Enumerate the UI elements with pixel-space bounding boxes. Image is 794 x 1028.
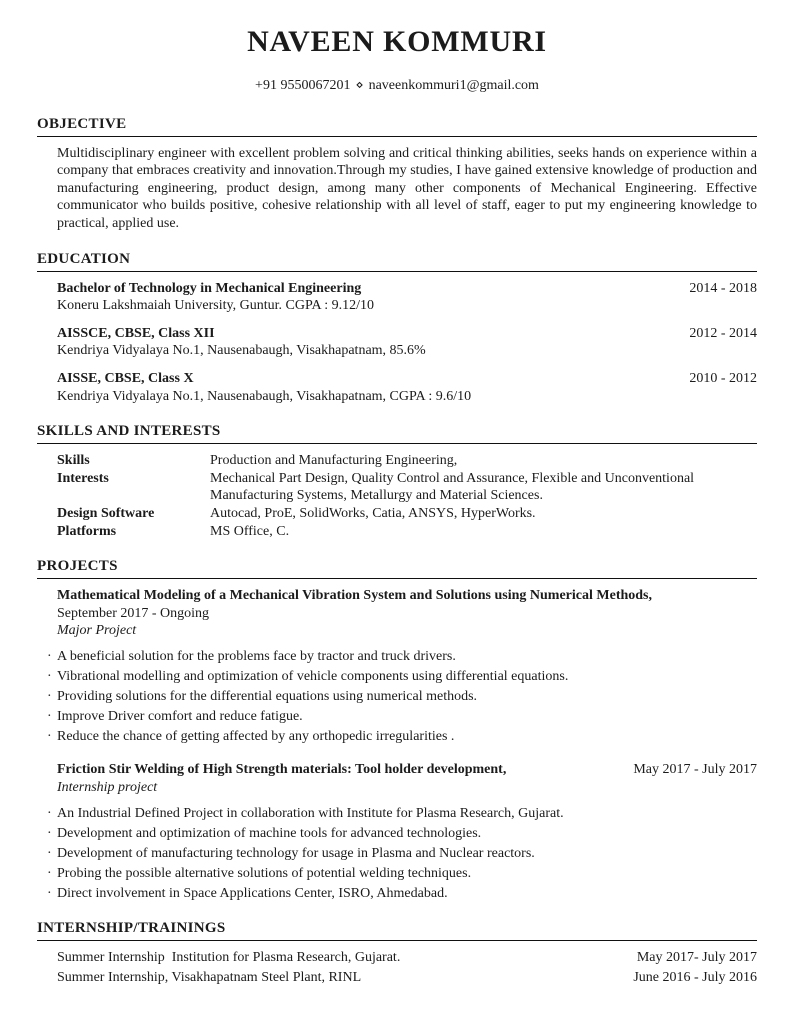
bullet-dot-icon: · [47,865,52,881]
section-title-objective: OBJECTIVE [37,115,127,132]
bullet-text: A beneficial solution for the problems face by tractor and truck drivers. [57,648,456,664]
degree-details: Kendriya Vidyalaya No.1, Nausenabaugh, Visakhapatnam, 85.6% [57,343,426,359]
project-title: Mathematical Modeling of a Mechanical Vibration System and Solutions using Numerical Methods, [57,588,652,604]
bullet-item [47,728,757,746]
skills-table [57,452,757,540]
project-dates: September 2017 - Ongoing [57,605,210,621]
bullet-item [47,648,757,666]
section-title-education: EDUCATION [37,250,131,267]
bullet-item [47,885,757,903]
contact-line [37,76,757,95]
objective-text: Multidisciplinary engineer with excellent problem solving and critical thinking abilities, seeks hands on experience within a company that embraces creativity and innovation.Through my studies, I have gained extensive knowledge of production and manufacturing engineering, product design, among many other components of Mechanical Engineering. Effective communicator who builds positive, cohesive relationship with all level of staff, eager to put my engineering knowledge to practical, applied use. [57,145,757,231]
internship-entry [57,969,757,987]
skill-row-label: Skills [57,453,90,469]
bullet-text: Probing the possible alternative solutions of potential welding techniques. [57,865,472,881]
project-dates: May 2017 - July 2017 [633,762,757,778]
section-rule [37,940,757,941]
bullet-text: An Industrial Defined Project in collaboration with Institute for Plasma Research, Gujarat. [57,805,564,821]
internship-text: Summer Internship Institution for Plasma Research, Gujarat. [57,950,401,966]
bullet-text: Reduce the chance of getting affected by any orthopedic irregularities . [57,728,455,744]
section-education [37,250,757,406]
section-title-projects: PROJECTS [37,558,118,575]
internship-dates: June 2016 - July 2016 [633,970,757,986]
internship-entry [57,949,757,967]
bullet-item [47,805,757,823]
skill-row-value: MS Office, C. [210,523,290,539]
email-address: naveenkommuri1@gmail.com [368,78,539,93]
person-name: NAVEEN KOMMURI [247,25,547,58]
degree-title: AISSCE, CBSE, Class XII [57,325,215,341]
education-entry [57,280,757,315]
section-internships [37,919,757,987]
project-entry [47,761,757,902]
bullet-dot-icon: · [47,845,52,861]
skill-row-label: Platforms [57,523,117,539]
bullet-dot-icon: · [47,885,52,901]
bullet-text: Development and optimization of machine tools for advanced technologies. [57,825,482,841]
degree-dates: 2010 - 2012 [689,370,757,386]
degree-dates: 2012 - 2014 [689,325,757,341]
section-title-internships: INTERNSHIP/TRAININGS [37,920,226,937]
bullet-item [47,668,757,686]
bullet-text: Development of manufacturing technology for usage in Plasma and Nuclear reactors. [57,845,535,861]
project-bullets [47,805,757,903]
education-entry [57,370,757,405]
bullet-item [47,865,757,883]
project-bullets [47,648,757,746]
degree-details: Kendriya Vidyalaya No.1, Nausenabaugh, Visakhapatnam, CGPA : 9.6/10 [57,388,472,404]
section-skills [37,422,757,540]
skill-row-label: Interests [57,470,109,486]
section-rule [37,578,757,579]
education-entry [57,325,757,360]
bullet-dot-icon: · [47,805,52,821]
section-objective [37,115,757,233]
section-rule [37,136,757,137]
section-projects [37,557,757,902]
bullet-text: Direct involvement in Space Applications Center, ISRO, Ahmedabad. [57,885,448,901]
skill-row-value: Autocad, ProE, SolidWorks, Catia, ANSYS, HyperWorks. [210,505,536,521]
phone-number: +91 9550067201 [255,78,351,93]
bullet-dot-icon: · [47,668,52,684]
section-rule [37,271,757,272]
degree-dates: 2014 - 2018 [689,280,757,296]
bullet-text: Vibrational modelling and optimization of vehicle components using differential equations. [57,668,569,684]
project-kind: Internship project [57,780,158,795]
section-title-skills: SKILLS AND INTERESTS [37,423,221,440]
bullet-dot-icon: · [47,648,52,664]
internship-text: Summer Internship, Visakhapatnam Steel Plant, RINL [57,970,362,986]
project-entry [47,587,757,745]
bullet-text: Improve Driver comfort and reduce fatigue. [57,708,303,724]
bullet-dot-icon: · [47,688,52,704]
degree-title: Bachelor of Technology in Mechanical Engineering [57,280,362,296]
internship-dates: May 2017- July 2017 [636,950,757,966]
bullet-item [47,845,757,863]
skill-row-value: Production and Manufacturing Engineering, [210,453,458,469]
project-title: Friction Stir Welding of High Strength materials: Tool holder development, [57,762,507,778]
section-rule [37,443,757,444]
skill-row-label: Design Software [57,505,155,521]
diamond-separator-icon: ⋄ [355,77,364,92]
bullet-dot-icon: · [47,728,52,744]
bullet-dot-icon: · [47,825,52,841]
bullet-text: Providing solutions for the differential equations using numerical methods. [57,688,478,704]
bullet-dot-icon: · [47,708,52,724]
skill-row-value: Mechanical Part Design, Quality Control and Assurance, Flexible and Unconventional Manufacturing Systems, Metallurgy and Material Sciences. [210,470,695,504]
bullet-item [47,708,757,726]
bullet-item [47,688,757,706]
degree-details: Koneru Lakshmaiah University, Guntur. CGPA : 9.12/10 [57,298,375,314]
degree-title: AISSE, CBSE, Class X [57,370,194,386]
bullet-item [47,825,757,843]
project-kind: Major Project [57,623,137,639]
